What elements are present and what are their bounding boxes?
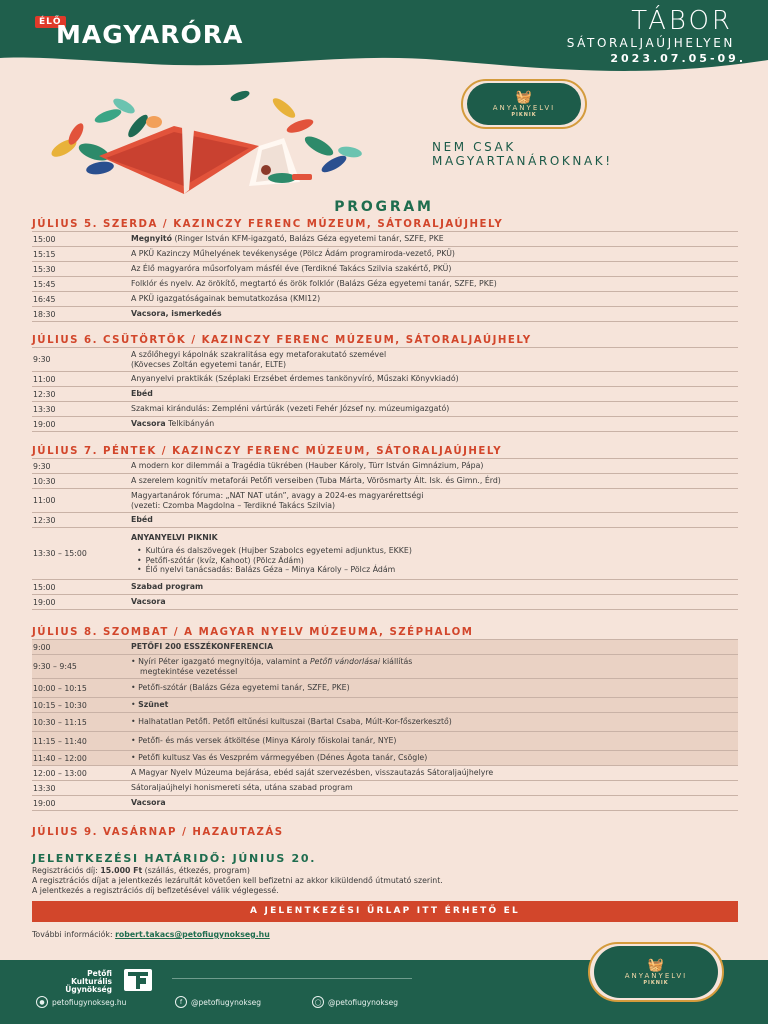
row-time: 9:30 (33, 461, 51, 471)
tagline-line1: NEM CSAK (432, 140, 516, 154)
registration-deadline: JELENTKEZÉSI HATÁRIDŐ: JÚNIUS 20. (32, 852, 317, 865)
facebook-link[interactable] (175, 996, 261, 1008)
row-desc (131, 279, 738, 289)
day2-heading: JÚLIUS 6. CSÜTÖRTÖK / KAZINCZY FERENC MÚZEUM, SÁTORALJAÚJHELY (32, 334, 738, 348)
row-desc: • Petőfi kultusz Vas és Veszprém vármegyében (Dénes Ágota tanár, Csögle) (131, 753, 428, 763)
instagram-icon: ◯ (312, 996, 324, 1008)
schedule-row (32, 232, 738, 247)
camp-title: TÁBOR (631, 6, 733, 36)
schedule-row (32, 417, 738, 432)
basket-icon: 🧺 (515, 89, 533, 105)
row-time: 11:40 – 12:00 (33, 753, 87, 763)
row-desc (131, 582, 738, 592)
row-time: 12:00 – 13:00 (33, 768, 87, 778)
row-desc (131, 249, 738, 259)
fee-note: (szállás, étkezés, program) (142, 866, 250, 875)
row-time: 19:00 (33, 597, 56, 607)
registration-fee (32, 866, 250, 875)
row-text: A Magyar Nyelv Múzeuma bejárása, ebéd saját szervezésben, visszautazás Sátoraljaújhelyre (131, 768, 494, 778)
schedule-row (32, 459, 738, 474)
row-time: 15:30 (33, 264, 56, 274)
web-link[interactable] (36, 996, 126, 1008)
brand-title: MAGYARÓRA (56, 20, 244, 49)
org-logo-icon (124, 969, 152, 991)
row-desc (131, 419, 738, 429)
day1-section (32, 218, 738, 322)
day3-rows (32, 459, 738, 489)
row-desc (131, 783, 738, 793)
piknik-item: • Petőfi-szótár (kvíz, Kahoot) (Pölcz Ádám) (137, 556, 738, 566)
web-text: petofiugynokseg.hu (52, 997, 127, 1007)
schedule-row (32, 402, 738, 417)
row-desc-line1: A szőlőhegyi kápolnák szakralitása egy metaforakutató szemével (131, 350, 387, 359)
row-time: 18:30 (33, 309, 56, 319)
piknik-list (137, 546, 738, 575)
live-badge: ÉLŐ (35, 16, 66, 28)
row-desc-line1: Magyartanárok fóruma: „NAT NAT után”, avagy a 2024-es magyarérettségi (131, 491, 424, 500)
footer-piknik-logo (588, 942, 724, 1002)
org-line2: Kulturális (71, 977, 112, 986)
row-bold: Szünet (138, 700, 169, 710)
row-desc (131, 597, 738, 607)
row-desc (131, 768, 738, 778)
row-bold: Ebéd (131, 389, 153, 399)
row-desc (131, 309, 738, 319)
piknik-item: • Kultúra és dalszövegek (Hujber Szabolcs egyetemi adjunktus, EKKE) (137, 546, 738, 556)
row-text: Anyanyelvi praktikák (Széplaki Erzsébet érdemes tankönyvíró, Műszaki Könyvkiadó) (131, 374, 459, 384)
registration-form-button[interactable]: A JELENTKEZÉSI ŰRLAP ITT ÉRHETŐ EL (32, 901, 738, 922)
schedule-row (32, 796, 738, 811)
row-desc (131, 234, 738, 244)
row-time: 10:15 – 10:30 (33, 700, 87, 710)
logo-line1: ANYANYELVI (492, 103, 556, 112)
row-italic: Petőfi vándorlásai (309, 657, 381, 666)
row-desc (131, 294, 738, 304)
footer-divider (172, 978, 412, 979)
schedule-row (32, 679, 738, 698)
row-bold: Vacsora, ismerkedés (131, 309, 222, 319)
row-desc (131, 491, 738, 510)
logo-line1: ANYANYELVI (624, 971, 688, 980)
row-time: 15:15 (33, 249, 56, 259)
more-info (32, 930, 270, 939)
org-line1: Petőfi (87, 969, 112, 978)
day2-section (32, 334, 738, 432)
row-time: 13:30 (33, 404, 56, 414)
schedule-row (32, 751, 738, 766)
row-time: 10:30 – 11:15 (33, 717, 87, 727)
org-name (50, 970, 112, 994)
day2-rows (32, 372, 738, 432)
schedule-row-piknik (32, 528, 738, 580)
row-text: A PKÜ igazgatóságainak bemutatkozása (KMI12) (131, 294, 321, 304)
schedule-row (32, 262, 738, 277)
schedule-row (32, 277, 738, 292)
schedule-row (32, 307, 738, 322)
row-bold: Megnyitó (131, 234, 173, 244)
registration-line2: A regisztrációs díjat a jelentkezés lezárultát követően kell befizetni az akkor kiküldendő útmutató szerint. (32, 876, 443, 885)
row-desc: • Halhatatlan Petőfi. Petőfi eltűnési kultuszai (Bartal Csaba, Múlt-Kor-főszerkesztő) (131, 717, 452, 727)
web-icon: ● (36, 996, 48, 1008)
row-time: 12:30 (33, 389, 56, 399)
row-time: 9:30 – 9:45 (33, 662, 77, 671)
row-desc (131, 461, 738, 471)
row-bold: Szabad program (131, 582, 204, 592)
logo-inner (594, 946, 718, 998)
camp-location: SÁTORALJAÚJHELYEN (566, 36, 735, 50)
row-text: Halhatatlan Petőfi. Petőfi eltűnési kultuszai (Bartal Csaba, Múlt-Kor-főszerkesztő) (138, 717, 452, 727)
logo-inner (467, 83, 581, 125)
contact-email-link[interactable]: robert.takacs@petofiugynokseg.hu (115, 930, 270, 939)
row-time: 11:00 (33, 374, 56, 384)
day3-section (32, 445, 738, 610)
logo-line2: PIKNIK (643, 979, 669, 986)
row-bold: Ebéd (131, 515, 153, 525)
row-desc-line2: (vezeti: Czomba Magdolna – Terdikné Takács Szilvia) (131, 500, 336, 510)
anyanyelvi-piknik-logo (461, 79, 587, 129)
schedule-row (32, 513, 738, 528)
row-desc (131, 642, 738, 652)
schedule-row (32, 781, 738, 796)
row-desc: • Petőfi-szótár (Balázs Géza egyetemi tanár, SZFE, PKE) (131, 683, 350, 693)
row-time: 10:30 (33, 476, 56, 486)
day3-heading: JÚLIUS 7. PÉNTEK / KAZINCZY FERENC MÚZEUM, SÁTORALJAÚJHELY (32, 445, 738, 459)
row-desc (131, 533, 738, 575)
row-desc (131, 264, 738, 274)
tagline (432, 140, 613, 168)
row-desc: • Petőfi- és más versek átköltése (Minya Károly főiskolai tanár, NYE) (131, 736, 397, 746)
schedule-row (32, 655, 738, 679)
row-desc (131, 374, 738, 384)
row-time: 13:30 – 15:00 (33, 549, 87, 558)
piknik-item: • Élő nyelvi tanácsadás: Balázs Géza – Minya Károly – Pölcz Ádám (137, 565, 738, 575)
info-label: További információk: (32, 930, 116, 939)
fee-amount: 15.000 Ft (100, 866, 143, 875)
schedule-row (32, 713, 738, 732)
row-time: 19:00 (33, 419, 56, 429)
row-desc (131, 404, 738, 414)
row-bold: PETŐFI 200 ESSZÉKONFERENCIA (131, 642, 274, 652)
row-desc: • Nyíri Péter igazgató megnyitója, valamint a Petőfi vándorlásai kiállítás megtekintése vezetéssel (131, 657, 738, 676)
row-text: Petőfi- és más versek átköltése (Minya Károly főiskolai tanár, NYE) (138, 736, 397, 746)
row-text: Az Élő magyaróra műsorfolyam másfél éve (Terdikné Takács Szilvia szakértő, PKÜ) (131, 264, 452, 274)
schedule-row (32, 489, 738, 513)
schedule-row (32, 292, 738, 307)
schedule-row (32, 247, 738, 262)
instagram-link[interactable] (312, 996, 398, 1008)
fee-label: Regisztrációs díj: (32, 866, 101, 875)
row-bold: Vacsora (131, 798, 166, 808)
basket-icon: 🧺 (647, 957, 665, 973)
row-text: kiállítás (380, 657, 413, 666)
camp-date: 2023.07.05-09. (610, 52, 746, 65)
row-text: Folklór és nyelv. Az örökítő, megtartó és örök folklór (Balázs Géza egyetemi tanár, SZFE, PKE) (131, 279, 497, 289)
row-text: Petőfi-szótár (Balázs Géza egyetemi tanár, SZFE, PKE) (138, 683, 350, 693)
program-title: PROGRAM (334, 199, 434, 215)
row-time: 15:45 (33, 279, 56, 289)
org-line3: Ügynökség (65, 985, 112, 994)
row-text: A PKÜ Kazinczy Műhelyének tevékenysége (Pölcz Ádám programiroda-vezető, PKÜ) (131, 249, 455, 259)
schedule-row (32, 698, 738, 713)
schedule-row (32, 474, 738, 489)
day1-rows (32, 232, 738, 322)
instagram-text: @petofiugynokseg (328, 997, 399, 1007)
row-text: Nyíri Péter igazgató megnyitója, valamint a (138, 657, 310, 666)
day5-heading: JÚLIUS 9. VASÁRNAP / HAZAUTAZÁS (32, 827, 284, 838)
day4-section (32, 626, 738, 811)
schedule-row (32, 348, 738, 372)
row-desc: • Szünet (131, 700, 169, 710)
row-text: Telkibányán (165, 419, 215, 429)
schedule-row (32, 387, 738, 402)
registration-line3: A jelentkezés a regisztrációs díj befizetésével válik véglegessé. (32, 886, 279, 895)
row-time: 15:00 (33, 582, 56, 592)
row-desc (131, 798, 738, 808)
row-time: 9:00 (33, 642, 51, 652)
schedule-row (32, 766, 738, 781)
row-desc (131, 389, 738, 399)
row-desc (131, 515, 738, 525)
row-time: 11:15 – 11:40 (33, 736, 87, 746)
day4-heading: JÚLIUS 8. SZOMBAT / A MAGYAR NYELV MÚZEUMA, SZÉPHALOM (32, 626, 738, 640)
row-text: A modern kor dilemmái a Tragédia tükrében (Hauber Károly, Türr István Gimnázium, Pápa) (131, 461, 484, 471)
row-time: 10:00 – 10:15 (33, 683, 87, 693)
row-bold: Vacsora (131, 597, 166, 607)
row-time: 9:30 (33, 355, 51, 364)
piknik-title: ANYANYELVI PIKNIK (131, 532, 218, 542)
schedule-row (32, 732, 738, 751)
row-desc (131, 350, 738, 369)
row-bold: Vacsora (131, 419, 166, 429)
tagline-line2: MAGYARTANÁROKNAK! (432, 154, 613, 168)
logo-line2: PIKNIK (511, 111, 537, 118)
row-desc (131, 476, 738, 486)
row-time: 13:30 (33, 783, 56, 793)
row-text: (Ringer István KFM-igazgató, Balázs Géza egyetemi tanár, SZFE, PKE (172, 234, 444, 244)
row-desc-line2: megtekintése vezetéssel (140, 666, 238, 676)
row-text: Sátoraljaújhelyi honismereti séta, utána szabad program (131, 783, 353, 793)
day1-heading: JÚLIUS 5. SZERDA / KAZINCZY FERENC MÚZEUM, SÁTORALJAÚJHELY (32, 218, 738, 232)
book-illustration (34, 86, 384, 198)
row-text: Petőfi kultusz Vas és Veszprém vármegyében (Dénes Ágota tanár, Csögle) (138, 753, 428, 763)
row-time: 12:30 (33, 515, 56, 525)
day4-rows (32, 766, 738, 811)
row-time: 16:45 (33, 294, 56, 304)
schedule-row (32, 372, 738, 387)
schedule-row (32, 595, 738, 610)
schedule-row (32, 580, 738, 595)
row-time: 15:00 (33, 234, 56, 244)
facebook-icon: f (175, 996, 187, 1008)
facebook-text: @petofiugynokseg (191, 997, 262, 1007)
row-time: 11:00 (33, 496, 56, 505)
row-text: Szakmai kirándulás: Zempléni vártúrák (vezeti Fehér József ny. múzeumigazgató) (131, 404, 450, 414)
row-desc-line2: (Kövecses Zoltán egyetemi tanár, ELTE) (131, 359, 287, 369)
row-time: 19:00 (33, 798, 56, 808)
schedule-row (32, 640, 738, 655)
row-text: A szerelem kognitív metaforái Petőfi verseiben (Tuba Márta, Vörösmarty Ált. Isk. és Gimn., Érd) (131, 476, 501, 486)
